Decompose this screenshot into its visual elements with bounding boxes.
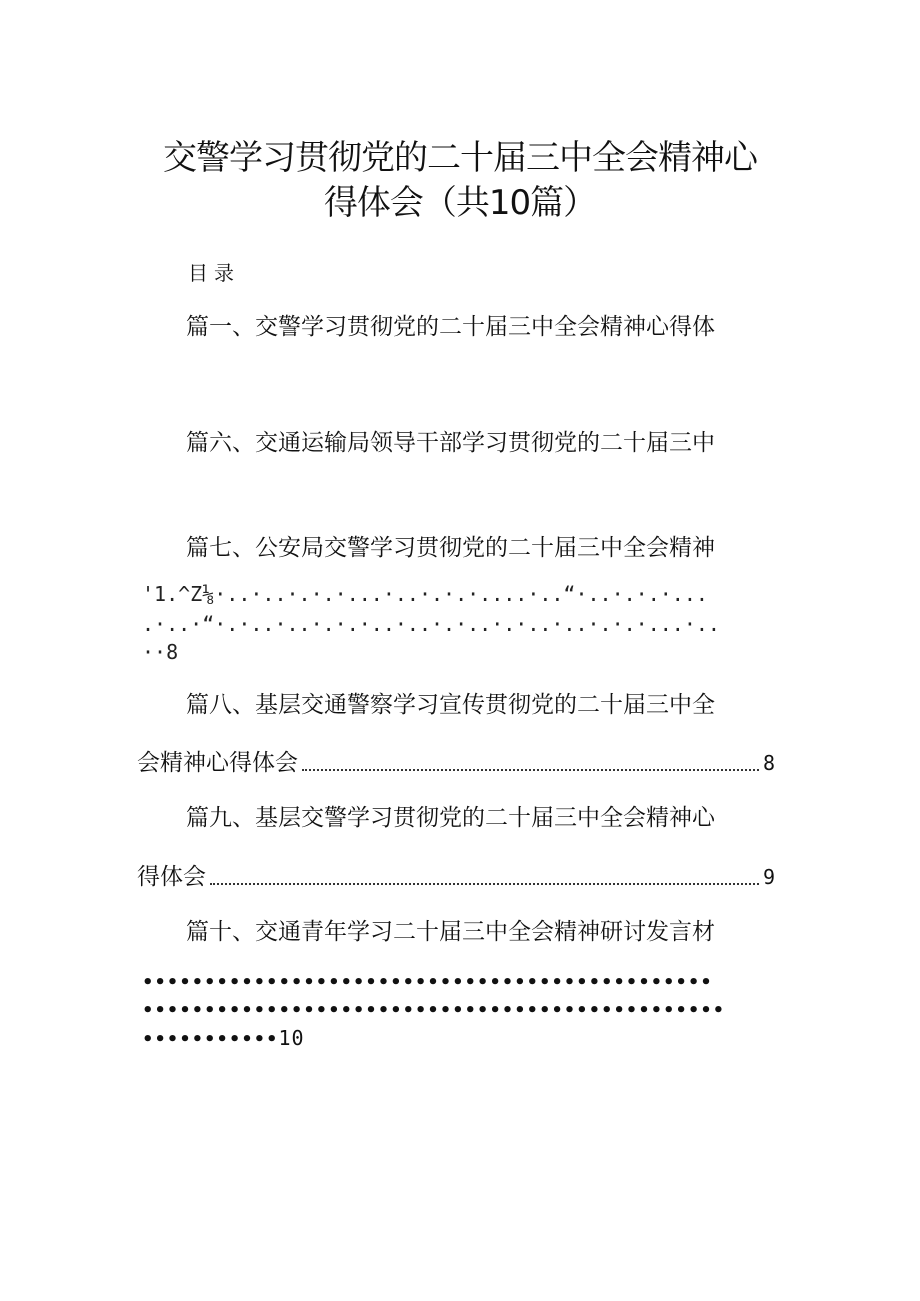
toc-entry-10[interactable]: 篇十、交通青年学习二十届三中全会精神研讨发言材 bbox=[186, 919, 715, 945]
toc-heading: 目录 bbox=[188, 261, 240, 285]
toc-entry-8[interactable]: 篇八、基层交通警察学习宣传贯彻党的二十届三中全 bbox=[186, 692, 715, 718]
toc-entry-9-page-number: 9 bbox=[762, 865, 775, 889]
document-title-line-1: 交警学习贯彻党的二十届三中全会精神心 bbox=[163, 138, 757, 178]
toc-entry-7-garbled-leader-2: .·..·“·.·..·..·.·.·..·..·.·..·.·..·..·.·.·...·.. bbox=[142, 612, 720, 636]
toc-entry-10-dots-tail: ••••••••••• bbox=[142, 1029, 279, 1050]
toc-entry-8-page-number: 8 bbox=[762, 751, 775, 775]
toc-entry-9[interactable]: 篇九、基层交警学习贯彻党的二十届三中全会精神心 bbox=[186, 805, 715, 831]
toc-entry-10-page-number: 10 bbox=[278, 1026, 305, 1050]
toc-entry-6[interactable]: 篇六、交通运输局领导干部学习贯彻党的二十届三中 bbox=[186, 430, 715, 456]
toc-entry-9-continuation[interactable] bbox=[137, 862, 775, 892]
toc-entry-7-garbled-leader-1: '1.^Z⅛·..·..·.·.·...·..·.·.·....·..“·..·.·.·... bbox=[142, 582, 708, 606]
dot-leader bbox=[210, 883, 759, 885]
toc-entry-9-continuation-text: 得体会 bbox=[137, 864, 206, 890]
dot-leader bbox=[302, 769, 759, 771]
toc-entry-10-dot-leader-2: ••••••••••••••••••••••••••••••••••••••••••••••• bbox=[142, 1000, 726, 1021]
toc-entry-8-continuation-text: 会精神心得体会 bbox=[137, 750, 298, 776]
document-title-line-2: 得体会（共10篇） bbox=[323, 183, 597, 223]
toc-entry-7[interactable]: 篇七、公安局交警学习贯彻党的二十届三中全会精神 bbox=[186, 535, 715, 561]
toc-entry-1[interactable]: 篇一、交警学习贯彻党的二十届三中全会精神心得体 bbox=[186, 314, 715, 340]
toc-entry-10-dot-leader-3 bbox=[142, 1027, 305, 1051]
toc-entry-7-garbled-leader-3: ··8 bbox=[142, 640, 179, 664]
toc-entry-10-dot-leader-1: •••••••••••••••••••••••••••••••••••••••••••••• bbox=[142, 972, 713, 993]
toc-entry-8-continuation[interactable] bbox=[137, 748, 775, 778]
